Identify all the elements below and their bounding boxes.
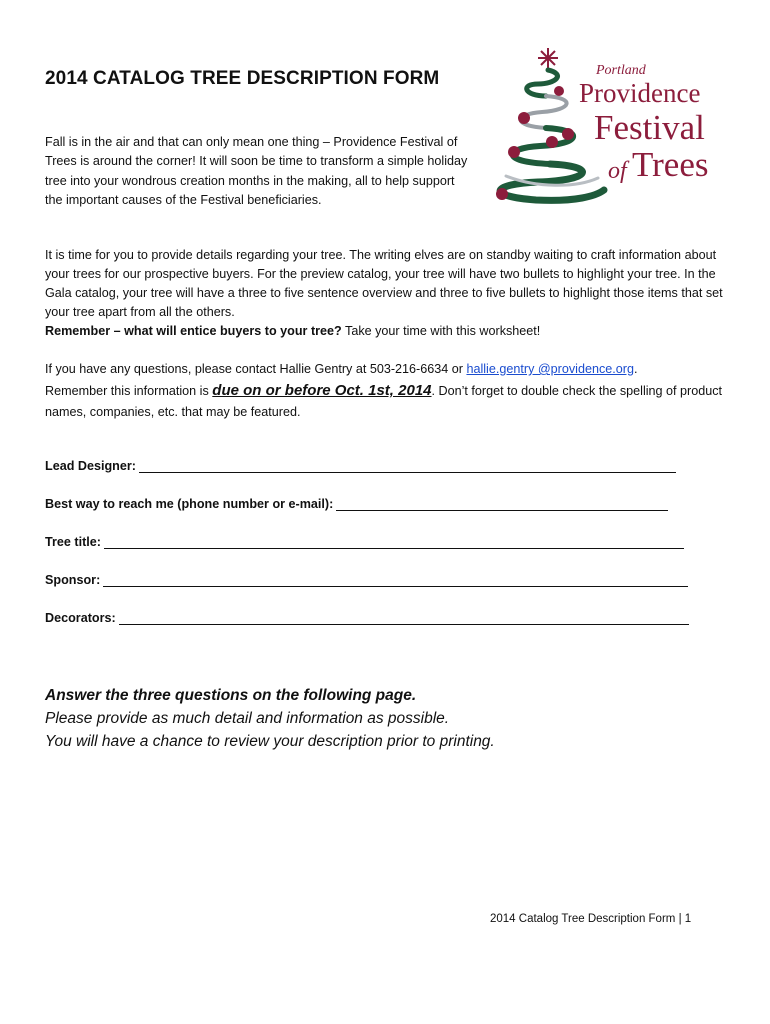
footer-title: 2014 Catalog Tree Description Form	[490, 913, 676, 925]
closing-line-2: Please provide as much detail and information as possible.	[45, 710, 450, 727]
festival-of-trees-logo	[476, 44, 726, 216]
best-way-field	[45, 497, 668, 511]
worksheet-note: Take your time with this worksheet!	[341, 324, 541, 338]
decorators-blank[interactable]	[119, 611, 689, 625]
sponsor-blank[interactable]	[103, 573, 688, 587]
page-footer	[490, 913, 691, 925]
tree-title-label: Tree title:	[45, 535, 101, 549]
decorators-field	[45, 611, 689, 625]
star-icon	[538, 48, 558, 68]
lead-designer-blank[interactable]	[139, 459, 676, 473]
logo-festival: Festival	[594, 108, 705, 147]
closing-line-3: You will have a chance to review your description prior to printing.	[45, 733, 495, 750]
page-number: 1	[684, 913, 692, 925]
deadline-text: due on or before Oct. 1st, 2014	[212, 382, 432, 399]
closing-line-1: Answer the three questions on the following page.	[45, 687, 417, 704]
closing-instructions	[45, 684, 495, 753]
contact-text: If you have any questions, please contact Hallie Gentry at 503-216-6634 or	[45, 362, 467, 376]
footer-separator: |	[678, 913, 682, 925]
entice-reminder: Remember – what will entice buyers to your tree?	[45, 324, 342, 338]
logo-providence: Providence	[579, 78, 701, 108]
details-paragraph	[45, 246, 725, 341]
tree-title-field	[45, 535, 684, 549]
lead-designer-label: Lead Designer:	[45, 459, 136, 473]
details-text: It is time for you to provide details regarding your tree. The writing elves are on standby waiting to craft information about your trees for our prospective buyers. For the preview catalog, your tree will have two bullets to highlight your tree. In the Gala catalog, your tree will have a three to five sentence overview and three to five bullets to highlight those items that set your tree apart from all the others.	[45, 248, 723, 319]
form-title: 2014 CATALOG TREE DESCRIPTION FORM	[45, 68, 440, 89]
logo-portland: Portland	[596, 63, 646, 78]
contact-period: .	[633, 362, 638, 376]
intro-paragraph: Fall is in the air and that can only mean one thing – Providence Festival of Trees is around the corner! It will soon be time to transform a simple holiday tree into your wondrous creation months in the making, all to help support the important causes of the Festival beneficiaries.	[45, 135, 468, 208]
tree-title-blank[interactable]	[104, 535, 684, 549]
best-way-blank[interactable]	[336, 497, 668, 511]
sponsor-label: Sponsor:	[45, 573, 101, 587]
logo-trees: Trees	[632, 145, 709, 184]
contact-paragraph	[45, 359, 725, 423]
best-way-label: Best way to reach me (phone number or e-mail):	[45, 497, 334, 511]
reminder-suffix: . Don’t forget to double check the spelling of product names, companies, etc. that may be featured.	[45, 384, 723, 419]
sponsor-field	[45, 573, 688, 587]
lead-designer-field	[45, 459, 676, 473]
decorators-label: Decorators:	[45, 611, 116, 625]
contact-email-link[interactable]: hallie.gentry @providence.org	[466, 362, 634, 376]
logo-of: of	[608, 158, 627, 184]
reminder-text: Remember this information is	[45, 384, 213, 398]
